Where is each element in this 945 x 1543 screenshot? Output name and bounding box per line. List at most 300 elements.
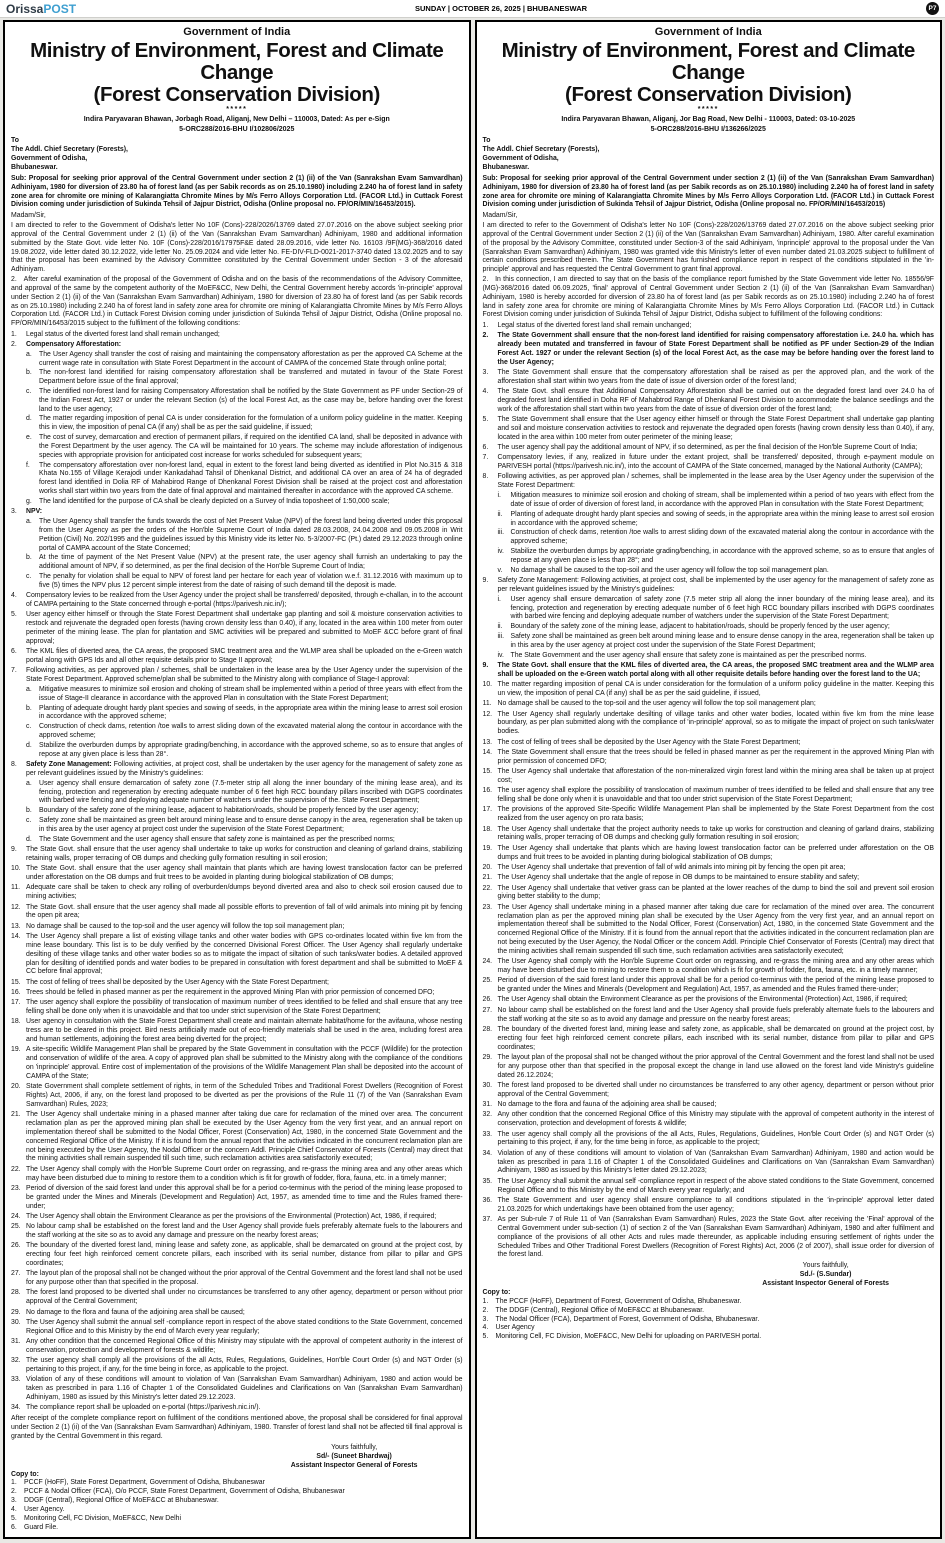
- signature-block: [717, 1262, 934, 1289]
- condition-text: The user agency shall explore the possibility of translocation of maximum number of trees identified to be felled and shall ensure that any tree felling shall be done only when it is unavoidable and that too under strict supervision of the State Forest Department;: [497, 787, 934, 804]
- copy-to-text: User Agency.: [24, 1505, 65, 1513]
- subitem-text: The compensatory afforestation over non-forest land, equal in extent to the forest land being diverted as identified in Plot No.315 & 318 Khata No.155 of Village Kerajodi under Kankadahad Tahsil of Dhenkanal District, and additional CA over an area of 24 ha of degraded forest land identified in Dolia RF of Mahabirod Range of Dhenkanal Forest Division shall be raised at the project cost and afforestation works shall start within two years from the date of final approval and maintained thereafter in accordance with the approved CA scheme.: [39, 461, 463, 496]
- condition-item: [11, 1319, 463, 1337]
- condition-text: Any other condition that the concerned Regional Office of this Ministry may stipulate with the approval of competent authority in the interest of conservation, protection and development of forests & wildlife;: [497, 1111, 934, 1128]
- condition-item: [483, 369, 935, 387]
- subitem-text: The cost of survey, demarcation and erection of permanent pillars, if required on the identified CA land, shall be deposited in advance with the Forest Department by the user agency. The CA will be maintained for 10 years. The scheme may include afforestation of indigenous species with appropriate provision for anticipated cost increase for works scheduled for subsequent years;: [39, 434, 463, 459]
- condition-item: [483, 874, 935, 883]
- condition-text: The forest land proposed to be diverted shall under no circumstances be transferred to any other agency, department or person without prior approval of the Central Government;: [497, 1081, 934, 1098]
- subitem-text: Stabilize the overburden dumps by appropriate grading/benching, in accordance with the approved scheme, so as to ensure that angles of repose at any given place is less than 28°.: [39, 741, 463, 758]
- condition-number: 17.: [11, 999, 21, 1007]
- condition-number: 4.: [11, 592, 17, 600]
- condition-number: 19.: [11, 1046, 21, 1054]
- condition-item: [11, 933, 463, 977]
- conditions-list: [483, 322, 935, 1260]
- ministry-title-line2: (Forest Conservation Division): [93, 82, 380, 106]
- condition-item: [11, 989, 463, 998]
- subitem-label: iv.: [497, 651, 504, 659]
- condition-number: 22.: [482, 884, 493, 892]
- signature-line: Assistant Inspector General of Forests: [290, 1461, 418, 1469]
- condition-text: As per Sub-rule 7 of Rule 11 of Van (Sanrakshan Evam Samvardhan) Rules, 2023 the State Govt. after receiving the 'Final' approval of the Central Government under sub-section (1) of section 2 of the Van (Sanrakshan Evam Samvardhan) Adhiniyam, 1980 and after fulfilment and compliance of the provisions of all other Acts and rules made thereunder, as applicable including ensuring settlement of rights under the Scheduled Tribes and Other Traditional Forest Dwellers (Recognition of Forest Rights) Act, 2006 (2 of 2007), shall issue order for diversion of the forest land.: [497, 1216, 934, 1259]
- condition-number: 8.: [11, 761, 17, 769]
- signature-line: Sd/- (Suneet Bhardwaj): [316, 1452, 392, 1460]
- condition-number: 18.: [11, 1018, 21, 1026]
- signature-line: Assistant Inspector General of Forests: [762, 1280, 890, 1288]
- condition-item: [483, 711, 935, 737]
- condition-item: [11, 1270, 463, 1288]
- condition-text: The provisions of the approved Site-Specific Wildlife Management Plan shall be implemented by the State Forest Department from the cost realized from the user agency on pro rata basis;: [497, 806, 934, 823]
- copy-to-number: 4.: [482, 1324, 489, 1332]
- condition-item: [483, 787, 935, 805]
- condition-item: [483, 1026, 935, 1052]
- condition-number: 2.: [11, 340, 17, 348]
- condition-text: Safety Zone Management: Following activities, at project cost, shall be implemented by the user agency for the management of safety zone as per relevant guidelines issued by the Ministry's guidelines:: [497, 577, 934, 593]
- subitem-label: e.: [26, 434, 32, 442]
- government-of-india-heading: Government of India: [183, 26, 291, 38]
- condition-item: [11, 904, 463, 922]
- condition-number: 19.: [482, 844, 493, 852]
- condition-number: 13.: [11, 922, 21, 930]
- subitem-label: i.: [497, 492, 501, 500]
- condition-number: 34.: [482, 1149, 493, 1157]
- condition-item: [11, 1185, 463, 1211]
- condition-item: [483, 806, 935, 824]
- condition-text: Following activities, as per approved plan / schemes, shall be implemented in the lease area by the User Agency under the supervision of the State Forest Department:: [497, 473, 934, 490]
- condition-item: [11, 884, 463, 902]
- condition-text: The user agency shall explore the possibility of translocation of maximum number of trees identified to be felled and shall ensure that any tree felling shall be done only when it is unavoidable and that too under strict supervision of the State Forest Department;: [26, 999, 463, 1016]
- condition-item: [483, 845, 935, 863]
- addressee-line: Bhubaneswar.: [482, 163, 530, 171]
- condition-item: [483, 749, 935, 767]
- condition-text: The boundary of the diverted forest land, mining lease and safety zone, as applicable, shall be demarcated on ground at the project cost, by erecting four feet high reinforced cement concrete pillars, each inscribed with its serial number, distance from pillar to pillar and GPS coordinates;: [26, 1242, 463, 1267]
- condition-item: [11, 1404, 463, 1413]
- condition-number: 5.: [11, 611, 17, 619]
- copy-to-number: 6.: [11, 1523, 17, 1531]
- condition-item: [11, 1357, 463, 1375]
- condition-number: 37.: [482, 1216, 493, 1224]
- ministry-title-line2: (Forest Conservation Division): [565, 82, 852, 106]
- condition-subitem: [26, 836, 463, 845]
- condition-subitem: [498, 492, 935, 510]
- subitem-text: Boundary of the safety zone of the mining lease, adjacent to habitation/roads, should be properly fenced by the user agency;: [39, 807, 419, 815]
- condition-text: The User Agency shall comply with the Hon'ble Supreme Court order on regrassing, and re-grass the mining area and any other areas which may have been disturbed due to mining to restore them to a condition which is fit for growth of fodder, flora, fauna, etc. in a timely manner;: [497, 958, 934, 974]
- subitem-label: b.: [26, 554, 32, 562]
- subitem-text: The User Agency shall transfer the cost of raising and maintaining the compensatory afforestation as per the approved CA Scheme at the current wage rate in consultation with State Forest Department in the account of CAMPA of the concerned State through online portal;: [39, 350, 463, 367]
- condition-text: The State Govt. shall ensure that Additional Compensatory Afforestation shall be carried out on the degraded forest land over 24.0 ha of degraded forest land identified in Doha RF of Mahabtrod Range of Dhenkanal Forest Division to accommodate the balance seedlings and the work of the afforestation shall start within two years from the date of issue of diversion order of the forest land;: [497, 387, 934, 413]
- copy-to-text: User Agency: [495, 1324, 535, 1332]
- addressee-line: Government of Odisha,: [11, 155, 88, 162]
- subitem-label: a.: [26, 518, 32, 526]
- condition-text: The State Government shall ensure that the non-forest land identified for raising compensatory afforestation i.e. 24.0 ha. which has already been mutated and transferred in favour of State Forest Department shall be notified as PF under Section-29 of the Indian Forest Act. 1927 or under the relevant Section (s) of the local Forest Act, as the case may be before handing over the forest land to the User Agency;: [497, 332, 934, 366]
- condition-text: The User Agency shall comply with the Hon'ble Supreme Court order on regrassing, and re-grass the mining area and any other areas which may have been disturbed due to mining to restore them to a condition which is fit for growth of fodder, flora, fauna, etc. in a timely manner;: [26, 1165, 463, 1182]
- condition-item: [11, 846, 463, 864]
- copy-to-text: The PCCF (HoFF), Department of Forest, Government of Odisha, Bhubaneswar.: [495, 1297, 742, 1305]
- condition-number: 31.: [482, 1101, 493, 1109]
- subitem-label: b.: [26, 369, 32, 377]
- condition-number: 3.: [11, 508, 17, 516]
- address-line: Indira Paryavaran Bhawan, Aliganj, Jor Bag Road, New Delhi - 110003, Dated: 03-10-2025: [561, 116, 856, 124]
- subitem-text: The User Agency shall transfer the funds towards the cost of Net Present Value (NPV) of the forest land being diverted under this proposal from the User Agency as per the orders of the Hon'ble Supreme Court of India dated 28.03.2008, 24.04.2008 and 09.05.2008 in Writ Petition (Civil) No. 202/1995 and the guidelines issued by this Ministry vide its letter No. 5-3/2007-FC (Pt.) dated 29.12.2023 through online portal of CAMPA account of the State Concerned;: [39, 518, 463, 552]
- condition-number: 24.: [482, 958, 493, 966]
- condition-text: The forest land proposed to be diverted shall under no circumstances be transferred to any other agency, department or person without prior approval of the Central Government;: [26, 1289, 463, 1306]
- dateline: SUNDAY | OCTOBER 26, 2025 | BHUBANESWAR: [415, 4, 588, 13]
- condition-item: [483, 444, 935, 453]
- condition-text: No damage shall be caused to the top-soil and the user agency will follow the top soil management plan;: [26, 922, 345, 930]
- condition-text: The cost of felling of trees shall be deposited by the User Agency with the State Forest Department;: [497, 738, 801, 746]
- subitem-label: a.: [26, 685, 32, 693]
- condition-subitem: [26, 518, 463, 553]
- condition-text: The user agency shall pay the additional amount of NPV, if so determined, as per the final decision of the Hon'ble Supreme Court of India;: [497, 443, 918, 451]
- closing-paragraph: After receipt of the complete compliance report on fulfilment of the conditions mentioned above, the proposal shall be considered for final approval under Section 2 (1) (ii) of the Van (Sanrakshan Evam Samvardhan) Adhiniyam, 1980. Transfer of forest land shall not be affected till final approval is granted by the Central Government in this regard.: [11, 1415, 463, 1440]
- intro-paragraphs: [11, 222, 463, 329]
- condition-number: 14.: [482, 748, 493, 756]
- subitem-text: User agency shall ensure demarcation of safety zone (7.5-meter strip all along the inner boundary of the mining lease area), and its fencing, protection and regeneration by erecting adequate number of 6 feet high RCC boundary pillars inscribed with DGPS coordinates with barbed wire fencing and deploying adequate number of watchers under the supervision of the. State Forest Department;: [39, 779, 463, 805]
- subitem-text: The State Government and the user agency shall ensure that safety zone is maintained as per the prescribed norms;: [39, 835, 395, 843]
- copy-to-text: Monitoring Cell, FC Division, MoEF&CC, New Delhi for uploading on PARIVESH portal.: [495, 1333, 762, 1341]
- subitem-label: v.: [497, 566, 503, 574]
- conditions-list: [11, 331, 463, 1414]
- subitem-label: g.: [26, 497, 32, 505]
- subitem-label: a.: [26, 779, 32, 787]
- reference-number: 5-ORC288/2016-BHU I/136266/2025: [650, 125, 766, 133]
- condition-text: No labour camp shall be established on the forest land and the User Agency shall provide fuels preferably alternate fuels to the labourers and the staff working at the site so as to avoid any damage and pressure on the nearby forest areas;: [26, 1223, 463, 1240]
- copy-to-text: The DDGF (Central), Regional Office of MoEF&CC at Bhubaneswar.: [495, 1306, 705, 1314]
- condition-item: [483, 826, 935, 844]
- condition-text: The State Govt. shall ensure that the user agency shall maintain that plants which are having lowest translocation factor can be preferred under afforestation on the OB dumps and fruit trees to be avoided in planting during biological stabilization of OB dumps;: [26, 865, 463, 882]
- subitem-label: f.: [26, 461, 30, 469]
- condition-text: Adequate care shall be taken to check any rolling of overburden/dumps beyond diverted area and also to check soil erosion caused due to mining activities;: [26, 884, 463, 901]
- condition-item: [483, 904, 935, 957]
- condition-subitem: [498, 652, 935, 661]
- condition-text: The State Government and user agency shall ensure compliance to all conditions stipulated in the 'in-principle' approval letter dated 21.03.2025 for which undertakings have been obtained from the user agency;: [497, 1196, 934, 1213]
- condition-item: [483, 1054, 935, 1080]
- condition-number: 26.: [11, 1242, 21, 1250]
- condition-number: 18.: [482, 825, 493, 833]
- condition-number: 11.: [482, 700, 492, 708]
- condition-text: The cost of felling of trees shall be deposited by the User Agency with the State Forest Department;: [26, 978, 329, 986]
- subitem-text: User agency shall ensure demarcation of safety zone (7.5 meter strip all along the inner boundary of the mining lease area), and its fencing, protection and regeneration by erecting adequate number of 6 feet high RCC boundary pillars inscribed with DGPS coordinates with barbed wire fencing and deploying adequate number of watchers under the supervision of the State Forest Department;: [510, 595, 934, 621]
- copy-to-number: 5.: [482, 1333, 489, 1341]
- condition-text: Safety Zone Management: Following activities, at project cost, shall be undertaken by the user agency for the management of safety zone as per relevant guidelines issued by the Ministry's guidelines:: [26, 761, 463, 777]
- ministry-title: [11, 40, 463, 105]
- condition-item: [11, 331, 463, 340]
- to-label: To: [482, 137, 491, 145]
- signature-line: Yours faithfully,: [331, 1443, 378, 1451]
- condition-number: 22.: [11, 1165, 21, 1173]
- condition-item: [11, 999, 463, 1017]
- subitem-label: b.: [26, 704, 32, 712]
- condition-number: 20.: [482, 863, 493, 871]
- condition-text: The layout plan of the proposal shall not be changed without the prior approval of the Central Government and the forest land shall not be used for any purpose other than that specified in the proposal except the change in land use allowed on the forest land vide Ministry's guideline dated 26.12.2024;: [497, 1053, 934, 1079]
- condition-text: The matter regarding imposition of penal CA is under consideration for the formulation of a uniform policy guideline in the matter. Keeping this un view, the imposition of penal CA (if any) shall be as per the said guideline, if issued,: [497, 681, 934, 697]
- condition-text: Period of diversion of the said forest land under this approval shall be for a period co-terminus with the period of the mining lease proposed to be granted under the Mines and Minerals (Development and Regulation) Act, 1957, as amended and the Rules framed there-under;: [497, 977, 934, 994]
- condition-text: No labour camp shall be established on the forest land and the User Agency shall provide fuels preferably alternate fuels to the labourers and the staff working at the site so as to avoid any damage and pressure on the nearby forest areas;: [497, 1006, 934, 1023]
- condition-item: [483, 739, 935, 748]
- subitem-label: c.: [26, 817, 32, 825]
- copy-to-item: [483, 1316, 935, 1325]
- condition-number: 9.: [11, 846, 17, 854]
- condition-text: No damage shall be caused to the top-soil and the user agency will follow the top soil management plan;: [497, 700, 816, 708]
- condition-text: The User Agency shall prepare a list of existing village tanks and other water bodies with GPS co-ordinates located within five km from the mine lease boundary. This list is to be duly verified by the concerned Divisional Forest Officer. The User Agency shall regularly undertake desilting of these village tanks and other water bodies so as to mitigate the impact of siltation of such tanks/water bodies. A detailed approved plan for desilting of identified ponds and water bodies to be prepared in consultation with forest department and shall be submitted to MoEF & CC before final approval;: [26, 933, 463, 976]
- subitem-label: iii.: [497, 633, 505, 641]
- brand-orissa: Orissa: [6, 1, 44, 16]
- ministry-title: [483, 40, 935, 105]
- condition-item: [483, 864, 935, 873]
- condition-number: 2.: [482, 332, 489, 340]
- subitem-text: Planting of adequate drought hardy plant species and sowing of seeds, in the appropriate area within the mining lease to arrest soil erosion in accordance with the approved scheme;: [39, 704, 463, 721]
- signature-line: Yours faithfully,: [802, 1262, 849, 1270]
- notice: [3, 20, 471, 1539]
- condition-subitem: [26, 705, 463, 723]
- copy-to-item: [483, 1324, 935, 1333]
- condition-number: 1.: [11, 330, 17, 338]
- subitem-text: The land identified for the purpose of CA shall be clearly depicted on a Survey of India toposheet of 1:50,000 scale;: [39, 497, 390, 505]
- address-line: Indira Paryavaran Bhawan, Jorbagh Road, Aliganj, New Delhi – 110003, Dated: As per e-Sign: [83, 116, 390, 124]
- condition-text: The User Agency shall submit the annual self -compliance report in respect of the above stated conditions to the State Government, concerned Regional Office and to this Ministry by the end of March every year regularly;: [26, 1318, 463, 1335]
- condition-text: The user agency shall comply all the provisions of the all Acts, Rules, Regulations, Guidelines, Hon'ble Court Order (s) and NGT Order (s) pertaining to this project, if any, for the time being in force, as applicable to the project.: [26, 1357, 463, 1374]
- condition-subitem: [26, 462, 463, 497]
- intro-paragraph: I am directed to refer to the Government of Odisha's letter No 10F (Cons)-228/2026/13769 dated 27.07.2016 on the above subject seeking prior approval of the Central Government under 2 (1) (ii) of the Van (Sanrakshan Evam Samvardhan) Adhiniyam, 1980 and additional information submitted by the State Govt. vide letter No. 10F (Cons)-228/2016/17975F&E dated 28.09.2016, vide letter No. 16103 /9F(MG)-368/2016 dated 19.08.2022, vide letter dated 30.12.2022, vide letter No. 25.09.2024 and vide letter No. FE-DIV-FLD-0021-2017-3740 dated 13.02.2025 and to say that the proposal has been examined by the Advisory Committee constituted by the Central Government under Section - 3 of the aforesaid Adhiniyam.: [11, 222, 463, 274]
- condition-item: [11, 667, 463, 685]
- condition-item: [11, 1046, 463, 1081]
- condition-item: [483, 977, 935, 995]
- copy-to-number: 3.: [11, 1497, 17, 1505]
- salutation: Madam/Sir,: [482, 212, 518, 220]
- condition-text: Legal status of the diverted forest land shall remain unchanged;: [497, 321, 692, 329]
- intro-paragraph: 2. After careful examination of the proposal of the Government of Odisha and on the basis of the recommendations of the Advisory Committee, and approval of the same by the competent authority of the MoEF&CC, New Delhi, the Central Government hereby accords 'in-principle' approval under Section 2 (1) (ii) of the Van (Sanrakshan Evam Samvardhan) Adhiniyam, 1980 for diversion of 23.80 ha of forest land (as per Sabik records as on 25.10.1980) including 2.240 ha of forest land in safety zone area for chromite ore mining of Kalarangiatta Chromite Mines by M/s Ferro Alloys Corporation Ltd. (FACOR Ltd.) in Cuttack Forest Division coming under jurisdiction of Sukinda Tehsil of Jajpur District, Odisha (Online proposal no. FP/OR/MIN/16453/2015 subject to the fulfilment of the following conditions:: [11, 276, 463, 328]
- condition-number: 10.: [482, 681, 493, 689]
- copy-to-list: [483, 1298, 935, 1342]
- newspaper-masthead: [0, 0, 945, 18]
- condition-text: Following activities, as per approved plan / schemes, shall be undertaken in the lease area by the User Agency under the supervision of the State Forest Department. Approved scheme/plan shall be submitted to the Ministry along with compliance of Stage-I approval:: [26, 667, 463, 684]
- condition-subitem: [26, 415, 463, 433]
- condition-item: [483, 388, 935, 414]
- condition-item: [11, 865, 463, 883]
- condition-text: The State Govt. shall ensure that the user agency shall undertake to take up works for construction and cleaning of garland drains, stabilizing retaining walls, proper terracing of OB dumps and checking gully formation resulting in soil erosion;: [26, 846, 463, 862]
- condition-text: The User Agency shall undertake that prevention of fall of wild animals into mining pit by fencing the open pit area;: [497, 863, 846, 871]
- condition-number: 28.: [11, 1289, 21, 1297]
- subitem-label: b.: [26, 807, 32, 815]
- brand-post: POST: [43, 1, 77, 16]
- subitem-text: The non-forest land identified for raising compensatory afforestation shall be transferred and mutated in favour of the State Forest Department before issue of the final approval;: [39, 369, 463, 386]
- condition-text: Compensatory levies, if any, realized in future under the extant project, shall be transferred/ deposited, through e-payment module on PARIVESH portal (https://parivesh.nic.in/), into the account of CAMPA of the State concerned, managed by the National Authority (CAMPA);: [497, 454, 934, 471]
- copy-to-item: [11, 1524, 463, 1533]
- condition-text: The State Govt. shall ensure that the user agency shall made all possible efforts to prevention of fall of wild animals into mining pit by fencing the open pit area;: [26, 903, 463, 920]
- condition-item: [483, 958, 935, 976]
- subitem-label: ii.: [497, 510, 503, 518]
- condition-number: 9.: [482, 662, 489, 669]
- condition-number: 16.: [11, 988, 21, 996]
- condition-number: 32.: [482, 1111, 493, 1119]
- condition-subitem: [26, 351, 463, 369]
- subitem-label: c.: [26, 723, 32, 731]
- condition-number: 36.: [482, 1196, 493, 1204]
- subitem-text: The State Government and the user agency shall ensure that safety zone is maintained as per the prescribed norms.: [510, 651, 867, 659]
- condition-item: [11, 1376, 463, 1402]
- condition-subitem: [26, 388, 463, 414]
- condition-number: 29.: [11, 1308, 21, 1316]
- condition-number: 8.: [482, 473, 489, 481]
- ministry-title-line1: Ministry of Environment, Forest and Climate Change: [30, 39, 444, 84]
- copy-to-item: [11, 1479, 463, 1488]
- subitem-label: i.: [497, 595, 501, 603]
- condition-text: No damage to the flora and fauna of the adjoining area shall be caused;: [26, 1308, 245, 1316]
- condition-text: The User Agency shall submit the annual self -compliance report in respect of the above stated conditions to the State Government, concerned Regional Office and to this Ministry by the end of March every year regularly; and: [497, 1177, 934, 1194]
- condition-item: [11, 1309, 463, 1318]
- condition-number: 30.: [482, 1081, 493, 1089]
- condition-number: 34.: [11, 1404, 21, 1412]
- subitem-text: The identified non-forest land for raising Compensatory Afforestation shall be notified by the State Government as PF under Section-29 of the Indian Forest Act, 1927 or under the relevant Section (s) of the local Forest Act, as the case may be, before handing over the forest land to the user agency;: [39, 387, 463, 413]
- condition-number: 15.: [11, 978, 21, 986]
- condition-text: The User Agency shall undertake mining in a phased manner after taking due care for reclamation of the mined over area. The concurrent reclamation plan as per the approved mining plan shall be executed by the User Agency from the very first year, and an annual report on implementation thereof shall be submitted to the Nodal Officer, Forest (Conservation) Act, 1980, in the concerned State Government and the concerned Regional Office of the Ministry. If it is found from the annual report that the activities indicated in the concurrent reclamation plan are not being executed by the User Agency, the Nodal Officer or the concern Addl. Principle Chief Conservator of Forests (Central) may direct that the mining activities shall remain suspended till such time, such reclamation activities area satisfactorily executed;: [26, 1111, 463, 1163]
- condition-subitem: [26, 742, 463, 760]
- condition-number: 23.: [482, 903, 493, 911]
- copy-to-item: [11, 1506, 463, 1515]
- condition-item: [483, 1150, 935, 1176]
- condition-number: 7.: [482, 454, 489, 462]
- condition-item: [11, 508, 463, 517]
- condition-text: The User Agency shall undertake that the angle of repose in OB dumps to be maintained to ensure stability and safety;: [497, 874, 860, 882]
- condition-text: The State Government shall ensure that the User agency either himself or through the State Forest Department shall undertake gap planting and soil and moisture conservation activities to restock and rejuvenate the degraded open forests (having crown density less than 0.40), if any, located in the area within 100 meter from outer perimeter of the mining lease;: [497, 415, 934, 441]
- condition-text: Any other condition that the concerned Regional Office of this Ministry may stipulate with the approval of competent authority in the interest of conservation, protection and development of forests & wildlife;: [26, 1338, 463, 1354]
- condition-text: The User Agency shall undertake that plants which are having lowest translocation factor can be preferred under afforestation on the OB dumps and fruit trees to be avoided in planting during biological stabilization of OB dumps;: [497, 844, 934, 861]
- condition-number: 29.: [482, 1053, 493, 1061]
- condition-item: [483, 332, 935, 367]
- condition-item: [11, 1111, 463, 1164]
- condition-text: The layout plan of the proposal shall not be changed without the prior approval of the Central Government and the forest land shall not be used for any purpose other than that specified in the proposal.: [26, 1270, 463, 1287]
- condition-number: 14.: [11, 933, 21, 941]
- intro-paragraph: I am directed to refer to the Government of Odisha's letter No 10F (Cons)-228/2026/13769 dated 27.07.2016 on the above subject seeking prior approval of the Central Government under Section 2 (1) (ii) of the Van (Sanrakshan Evam Samvardhan) Adhiniyam, 1980. After careful examination of the proposal by the Advisory Committee, constituted under Section-3 of the said Adhiniyam, 'inprinciple' approval to the proposal under the Van (Sanrakshan Evam Samvardhan) Adhiniyam, 1980 was granted vide this Ministry's letter of even number dated 21.03.2025 subject to fulfillment of certain conditions prescribed therein. The State Government has furnished compliance report in respect of the conditions stipulated in the 'in- principle' approval and has requested the Central Government to grant final approval.: [482, 222, 934, 274]
- copy-to-item: [483, 1298, 935, 1307]
- condition-subitem: [26, 554, 463, 572]
- condition-text: Trees should be felled in phased manner as per the requirement in the approved Mining Plan with prior permission of concerned DFO;: [26, 988, 435, 996]
- subitem-text: At the time of payment of the Net Present Value (NPV) at the present rate, the user agency shall furnish an undertaking to pay the additional amount of NPV, if so determined, as per the final decision of the Hon'ble Supreme Court of India;: [39, 554, 463, 571]
- copy-to-block: [483, 1289, 935, 1342]
- condition-item: [11, 1083, 463, 1109]
- condition-text: User agency in consultation with the State Forest Department shall create and maintain alternate habitat/home for the avifauna, whose nesting tress are to be cleared in this project. Bird nests artificially made out of eco-friendly materials shall be used in the area, including forest area and human settlements, adjoining the forest area being diverted for the project;: [26, 1018, 463, 1044]
- condition-text: The State Government shall ensure that the trees should be felled in phased manner as per the requirement in the approved Mining Plan with prior permission of concerned DFO;: [497, 748, 934, 765]
- condition-subitem: [26, 723, 463, 741]
- subject-line: Sub: Proposal for seeking prior approval of the Central Government under section 2 (1) (ii) of the Van (Sanrakshan Evam Samvardhan) Adhiniyam, 1980 for diversion of 23.80 ha of forest land (as per Sabik records as on 25.10.1980) including 2.240 ha of forest land in safety zone area for chromite ore mining of Kalarangiatta Chromite Mines by M/s Ferro Alloys Corporation Ltd. (FACOR Ltd.) in Cuttack Forest Division coming under jurisdiction of Sukinda Tehsil of Jajpur District, Odisha (Online proposal no. FP/OR/MIN/16453/2015): [482, 174, 934, 209]
- condition-number: 28.: [482, 1025, 493, 1033]
- condition-item: [11, 1223, 463, 1241]
- condition-number: 23.: [11, 1184, 21, 1192]
- condition-text: The User Agency shall regularly undertake desilting of village tanks and other water bodies, located within five km from the mine lease boundary, as per plan submitted along with the compliance of 'in-principle' approval, so as to mitigate the impact of project on such tanks/water bodies.: [497, 710, 934, 736]
- subitem-label: a.: [26, 350, 32, 358]
- condition-item: [11, 1018, 463, 1044]
- condition-text: The compliance report shall be uploaded on e-portal (https://parivesh.nic.in/).: [26, 1404, 261, 1412]
- condition-item: [483, 1197, 935, 1215]
- condition-number: 24.: [11, 1212, 21, 1220]
- condition-item: [11, 1213, 463, 1222]
- addressee-block: [483, 137, 935, 173]
- condition-subitem: [26, 369, 463, 387]
- condition-text: Legal status of the diverted forest land shall remain unchanged;: [26, 330, 220, 338]
- condition-number: 11.: [11, 884, 21, 892]
- condition-text: The User Agency shall obtain the Environment Clearance as per the provisions of the Environmental (Protection) Act, 1986, if required;: [497, 996, 908, 1004]
- condition-subitem: [26, 780, 463, 806]
- condition-item: [11, 1338, 463, 1356]
- subitem-text: No damage shall be caused to the top-soil and the user agency will follow the top soil management plan.: [510, 566, 829, 574]
- condition-subitem: [26, 807, 463, 816]
- condition-item: [483, 1131, 935, 1149]
- orissapost-logo: [6, 2, 76, 16]
- addressee-line: Government of Odisha,: [482, 155, 559, 162]
- subitem-text: Boundary of the safety zone of the mining lease, adjacent to habitation/roads, should be properly fenced by the user agency;: [510, 623, 890, 631]
- subitem-text: Mitigative measures to minimize soil erosion and choking of stream shall be implemented within a period of three years with effect from the issue of Stage-II clearance in accordance with the approved Plan in consultation with the State Forest Department;: [39, 685, 463, 702]
- condition-item: [483, 1007, 935, 1025]
- copy-to-text: PCCF & Nodal Officer (FCA), O/o PCCF, State Forest Department, Government of Odisha, Bhubaneswar: [24, 1488, 345, 1496]
- condition-item: [483, 322, 935, 331]
- copy-to-item: [483, 1307, 935, 1316]
- condition-item: [483, 1101, 935, 1110]
- reference-number: 5-ORC288/2016-BHU I/102806/2025: [179, 125, 295, 133]
- copy-to-number: 2.: [482, 1306, 489, 1314]
- condition-number: 30.: [11, 1318, 21, 1326]
- subitem-label: d.: [26, 835, 32, 843]
- condition-subitem: [498, 623, 935, 632]
- condition-number: 9.: [482, 577, 489, 585]
- condition-item: [483, 996, 935, 1005]
- condition-number: 1.: [482, 321, 489, 329]
- copy-to-number: 5.: [11, 1514, 17, 1522]
- condition-text: The User Agency shall undertake that vetiver grass can be planted at the lower reaches of the dump to bind the soil and prevent soil erosion giving better stability to the dump;: [497, 884, 934, 901]
- condition-text: Period of diversion of the said forest land under this approval shall be for a period co-terminus with the period of the mining lease proposed to be granted under the Mines and Minerals (Development and Regulation) Act, 1957, as amended time to time and the Rules framed there-under;: [26, 1184, 463, 1210]
- copy-to-item: [11, 1515, 463, 1524]
- condition-item: [483, 416, 935, 442]
- condition-subitem: [498, 548, 935, 566]
- condition-text: The User Agency shall undertake that afforestation of the non-mineralized virgin forest land within the mining area shall be taken up at project cost;: [497, 768, 934, 784]
- condition-number: 27.: [482, 1006, 493, 1014]
- condition-text: No damage to the flora and fauna of the adjoining area shall be caused;: [497, 1101, 717, 1109]
- condition-number: 32.: [11, 1357, 21, 1365]
- condition-text: The user agency shall comply all the provisions of the all Acts, Rules, Regulations, Guidelines, Hon'ble Court Order (s) and NGT Order (s) pertaining to this project, if any, for the time being in force, as applicable to the project;: [497, 1130, 934, 1147]
- condition-item: [11, 923, 463, 932]
- condition-subitem: [498, 567, 935, 576]
- condition-text: The State Government shall ensure that the compensatory afforestation shall be raised as per the approved plan, and the work of the afforestation shall start within two years from the date of issue of diversion order of the forest land;: [497, 368, 934, 385]
- copy-to-number: 4.: [11, 1505, 17, 1513]
- condition-subitem: [498, 511, 935, 529]
- copy-to-item: [483, 1333, 935, 1342]
- condition-subitem: [26, 434, 463, 460]
- subitem-text: Mitigation measures to minimize soil erosion and choking of stream, shall be implemented within a period of two years with effect from the date of issue of order of diversion of forest land, in accordance with the approved Plan in consultation with the State Forest Department;: [510, 492, 934, 508]
- government-of-india-heading: Government of India: [654, 26, 762, 38]
- signature-line: Sd./- (S.Sundar): [799, 1271, 852, 1279]
- condition-item: [483, 768, 935, 786]
- copy-to-number: 1.: [11, 1479, 17, 1487]
- condition-item: [483, 1111, 935, 1129]
- condition-item: [483, 454, 935, 472]
- copy-to-text: Guard File.: [24, 1523, 59, 1531]
- addressee-lines: [11, 146, 463, 173]
- condition-number: 21.: [11, 1111, 21, 1119]
- condition-text: Compensatory Afforestation:: [26, 340, 122, 348]
- condition-subitem: [26, 498, 463, 507]
- condition-item: [11, 341, 463, 350]
- condition-number: 25.: [482, 977, 493, 985]
- condition-subitem: [26, 817, 463, 835]
- subitem-text: The penalty for violation shall be equal to NPV of forest land per hectare for each year of violation w.e.f. 31.12.2016 with maximum up to five (5) times the NPV plus 12 percent simple interest from the date of raising of such demand till the deposit is made.: [39, 573, 463, 589]
- condition-subitem: [26, 686, 463, 704]
- condition-number: 25.: [11, 1223, 21, 1231]
- condition-number: 33.: [482, 1130, 493, 1138]
- copy-to-text: PCCF (HoFF), State Forest Department, Government of Odisha, Bhubaneswar: [24, 1479, 265, 1487]
- condition-item: [11, 979, 463, 988]
- condition-item: [483, 473, 935, 491]
- signature-block: [246, 1444, 463, 1471]
- condition-number: 31.: [11, 1338, 21, 1346]
- condition-text: The User Agency shall undertake mining in a phased manner after taking due care for reclamation of the mined over area. The concurrent reclamation plan as per the approved mining plan shall be executed by the User Agency from the very first year, and an annual report on implementation thereof shall be submitted to the Nodal Officer, Forest (Conservation) Act, 1980, in the concerned State Government and the concerned Regional Office of the Ministry. If it is found from the annual report that the activities indicated in the concurrent reclamation plan are not being executed by the User Agency, the Nodal Officer or the concern Addl. Principle Chief Conservator of Forests (Central) may direct that the mining activities shall remain suspended till such time, such reclamation activities area satisfactorily executed;: [497, 903, 934, 955]
